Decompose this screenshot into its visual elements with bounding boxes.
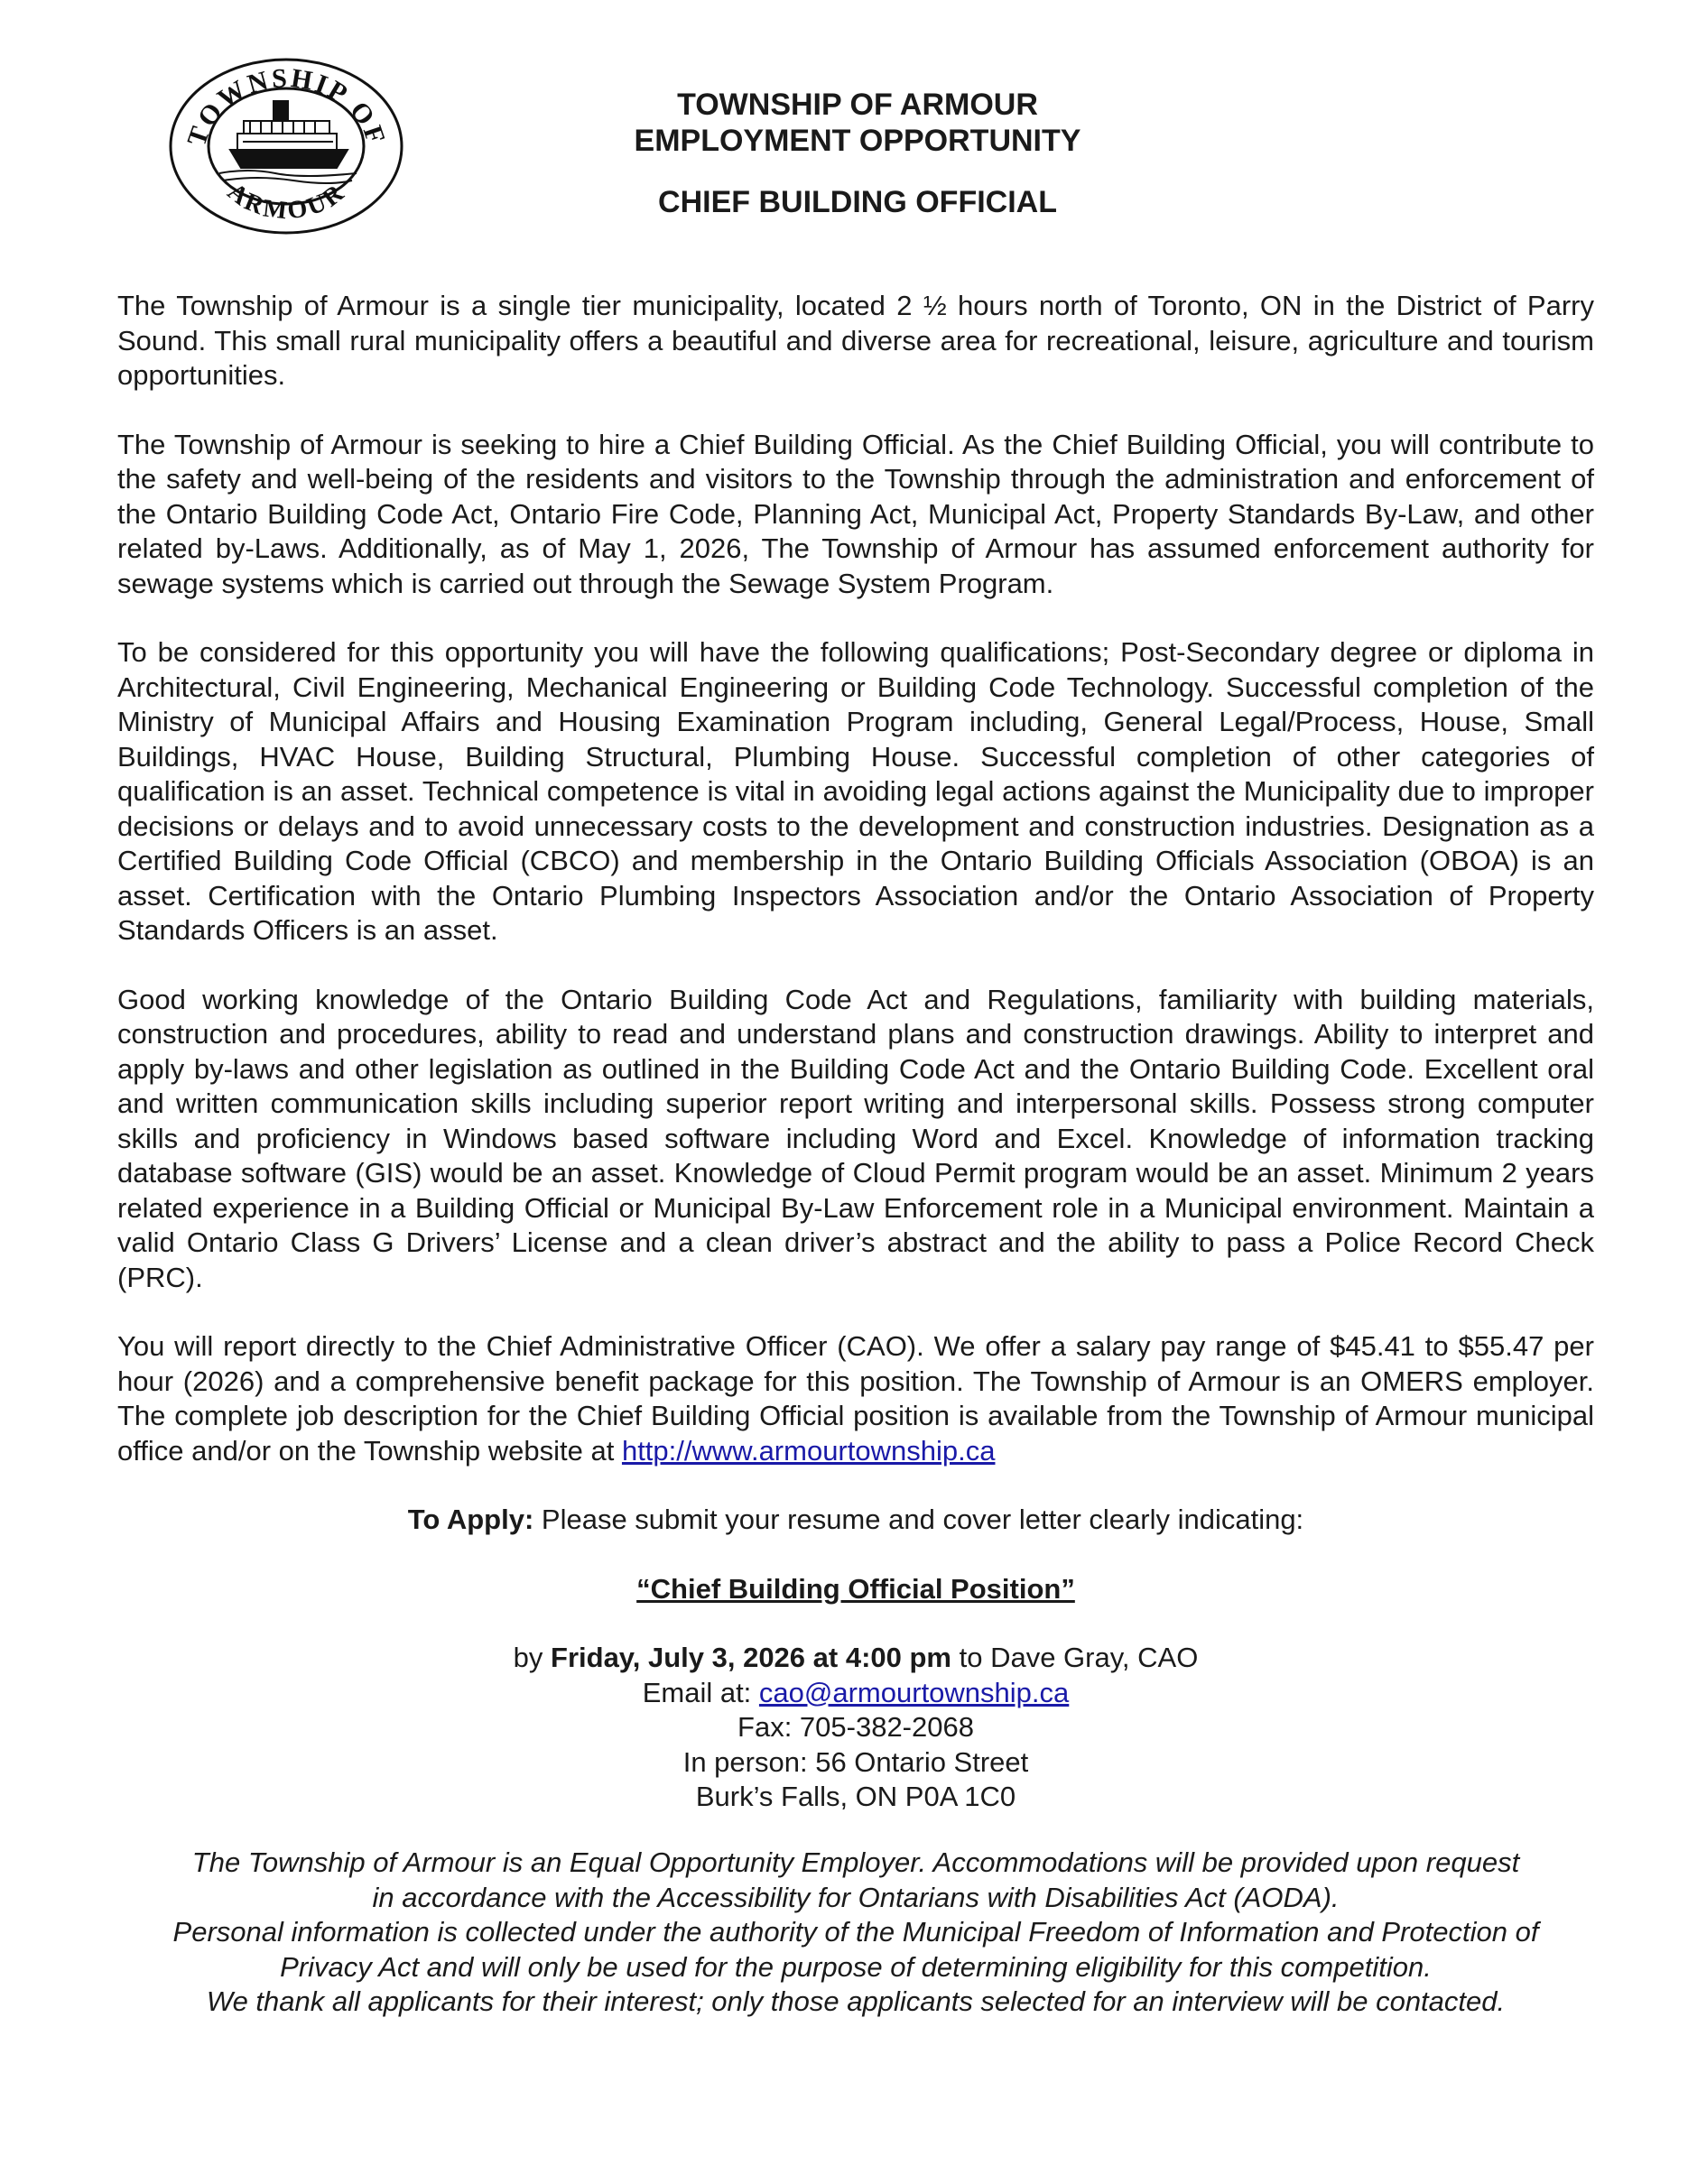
- footer-notice: [99, 1846, 1612, 2020]
- footer-line-5: We thank all applicants for their interest; only those applicants selected for an interview will be contacted.: [206, 1985, 1506, 2017]
- deadline-date: Friday, July 3, 2026 at 4:00 pm: [551, 1642, 951, 1673]
- knowledge-paragraph: Good working knowledge of the Ontario Building Code Act and Regulations, familiarity with building materials, construction and procedures, ability to read and understand plans and construction drawings. Ability to interpret and apply by-laws and other legislation as outlined in the Building Code Act and the Ontario Building Code. Excellent oral and written communication skills including superior report writing and interpersonal skills. Possess strong computer skills and proficiency in Windows based software including Word and Excel. Knowledge of information tracking database software (GIS) would be an asset. Knowledge of Cloud Permit program would be an asset. Minimum 2 years related experience in a Building Official or Municipal By-Law Enforcement role in a Municipal environment. Maintain a valid Ontario Class G Drivers’ License and a clean driver’s abstract and the ability to pass a Police Record Check (PRC).: [117, 983, 1594, 1293]
- apply-instructions: [117, 1503, 1594, 1538]
- header-organization: TOWNSHIP OF ARMOUR: [677, 88, 1038, 122]
- apply-label: To Apply:: [407, 1504, 534, 1535]
- email-label: Email at:: [642, 1676, 759, 1708]
- apply-section: [117, 1503, 1594, 1815]
- township-seal-icon: [167, 56, 406, 236]
- footer-line-2: in accordance with the Accessibility for Ontarians with Disabilities Act (AODA).: [372, 1881, 1340, 1913]
- position-subject-label: “Chief Building Official Position”: [636, 1572, 1075, 1605]
- footer-line-3: Personal information is collected under the authority of the Municipal Freedom of Information and Protection of: [172, 1916, 1539, 1948]
- deadline-prefix: by: [513, 1642, 552, 1673]
- website-link[interactable]: http://www.armourtownship.ca: [621, 1434, 996, 1467]
- deadline-line: [117, 1641, 1594, 1676]
- contact-name: to Dave Gray, CAO: [951, 1642, 1199, 1673]
- qualifications-paragraph: To be considered for this opportunity you will have the following qualifications; Post-Secondary degree or diploma in Architectural, Civil Engineering, Mechanical Engineering or Building Code Technology. Successful completion of the Ministry of Municipal Affairs and Housing Examination Program including, General Legal/Process, House, Small Buildings, HVAC House, Building Structural, Plumbing House. Successful completion of other categories of qualification is an asset. Technical competence is vital in avoiding legal actions against the Municipality due to improper decisions or delays and to avoid unnecessary costs to the development and construction industries. Designation as a Certified Building Code Official (CBCO) and membership in the Ontario Building Officials Association (OBOA) is an asset. Certification with the Ontario Plumbing Inspectors Association and/or the Ontario Association of Property Standards Officers is an asset.: [117, 636, 1594, 946]
- township-logo: [167, 56, 406, 236]
- header-subtitle: EMPLOYMENT OPPORTUNITY: [634, 124, 1081, 158]
- address-line: Burk’s Falls, ON P0A 1C0: [695, 1781, 1016, 1812]
- apply-text: Please submit your resume and cover letter clearly indicating:: [533, 1504, 1304, 1535]
- document-header: [505, 87, 1210, 220]
- compensation-paragraph: [117, 1329, 1594, 1468]
- compensation-text: You will report directly to the Chief Administrative Officer (CAO). We offer a salary pay range of $45.41 to $55.47 per hour (2026) and a comprehensive benefit package for this position. The Township of Armour is an OMERS employer. The complete job description for the Chief Building Official position is available from the Township of Armour municipal office and/or on the Township website at: [117, 1330, 1594, 1467]
- email-line: [117, 1676, 1594, 1711]
- svg-text:ARMOUR: [222, 178, 351, 226]
- email-link[interactable]: cao@armourtownship.ca: [758, 1676, 1070, 1708]
- logo-bottom-text: ARMOUR: [222, 177, 351, 226]
- footer-line-1: The Township of Armour is an Equal Opportunity Employer. Accommodations will be provided upon request: [191, 1846, 1520, 1878]
- fax-line: Fax: 705-382-2068: [737, 1711, 974, 1743]
- logo-top-text: TOWNSHIP OF: [181, 62, 392, 151]
- steamboat-icon: [219, 101, 357, 183]
- in-person-line: In person: 56 Ontario Street: [682, 1745, 1029, 1778]
- document-body: [117, 289, 1594, 1503]
- intro-paragraph: The Township of Armour is a single tier municipality, located 2 ½ hours north of Toronto, ON in the District of Parry Sound. This small rural municipality offers a beautiful and diverse area for recreational, leisure, agriculture and tourism opportunities.: [117, 290, 1594, 391]
- position-title: CHIEF BUILDING OFFICIAL: [658, 185, 1057, 219]
- footer-line-4: Privacy Act and will only be used for the purpose of determining eligibility for this competition.: [280, 1950, 1432, 1983]
- role-paragraph: The Township of Armour is seeking to hire a Chief Building Official. As the Chief Building Official, you will contribute to the safety and well-being of the residents and visitors to the Township through the administration and enforcement of the Ontario Building Code Act, Ontario Fire Code, Planning Act, Municipal Act, Property Standards By-Law, and other related by-Laws. Additionally, as of May 1, 2026, The Township of Armour has assumed enforcement authority for sewage systems which is carried out through the Sewage System Program.: [117, 428, 1594, 599]
